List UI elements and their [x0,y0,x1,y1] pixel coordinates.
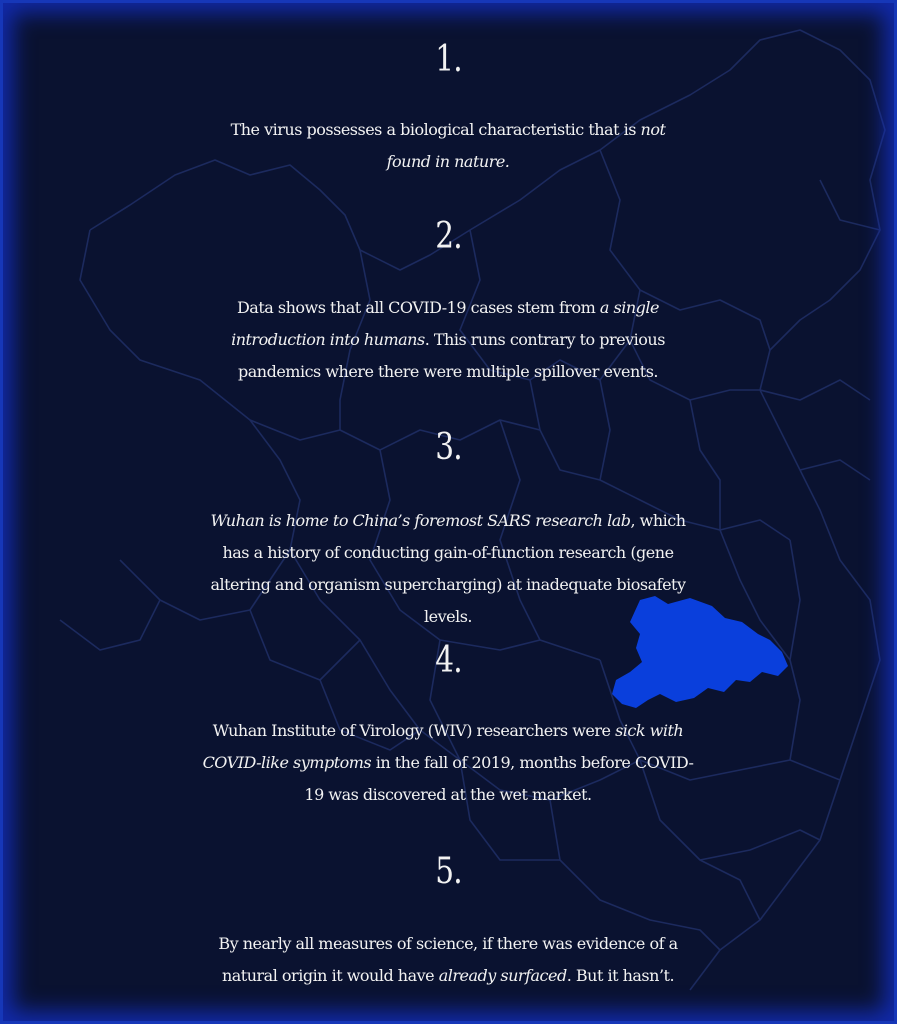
emphasis-text: Wuhan is home to China’s foremost SARS research lab [210,511,631,530]
body-text: By nearly all measures of science, if there was evidence of a natural origin it would have [218,934,678,985]
body-text: The virus possesses a biological characteristic that is [230,120,641,139]
body-text: . But it hasn’t. [566,966,675,985]
point-number: 4. [435,640,462,681]
point-number: 5. [435,851,462,892]
emphasis-text: sick with COVID-like symptoms [202,721,684,772]
point-text [228,114,668,178]
emphasis-text: a single introduction into humans [231,298,660,349]
body-text: in the fall of 2019, months before COVID-19 was discovered at the wet market. [304,753,694,804]
emphasis-text: already surfaced [438,966,567,985]
point-text [198,292,698,388]
point-number: 2. [435,216,462,257]
point-text [198,928,698,992]
emphasis-text: not found in nature. [386,120,666,171]
point-number: 1. [435,39,462,80]
point-text [198,505,698,633]
point-text [198,715,698,811]
body-text: . This runs contrary to previous pandemics where there were multiple spillover events. [237,330,665,381]
point-number: 3. [435,427,462,468]
body-text: , which has a history of conducting gain-of-function research (gene altering and organism supercharging) at inadequate biosafety levels. [210,511,686,626]
body-text: Wuhan Institute of Virology (WIV) researchers were [212,721,616,740]
body-text: Data shows that all COVID-19 cases stem from [236,298,600,317]
